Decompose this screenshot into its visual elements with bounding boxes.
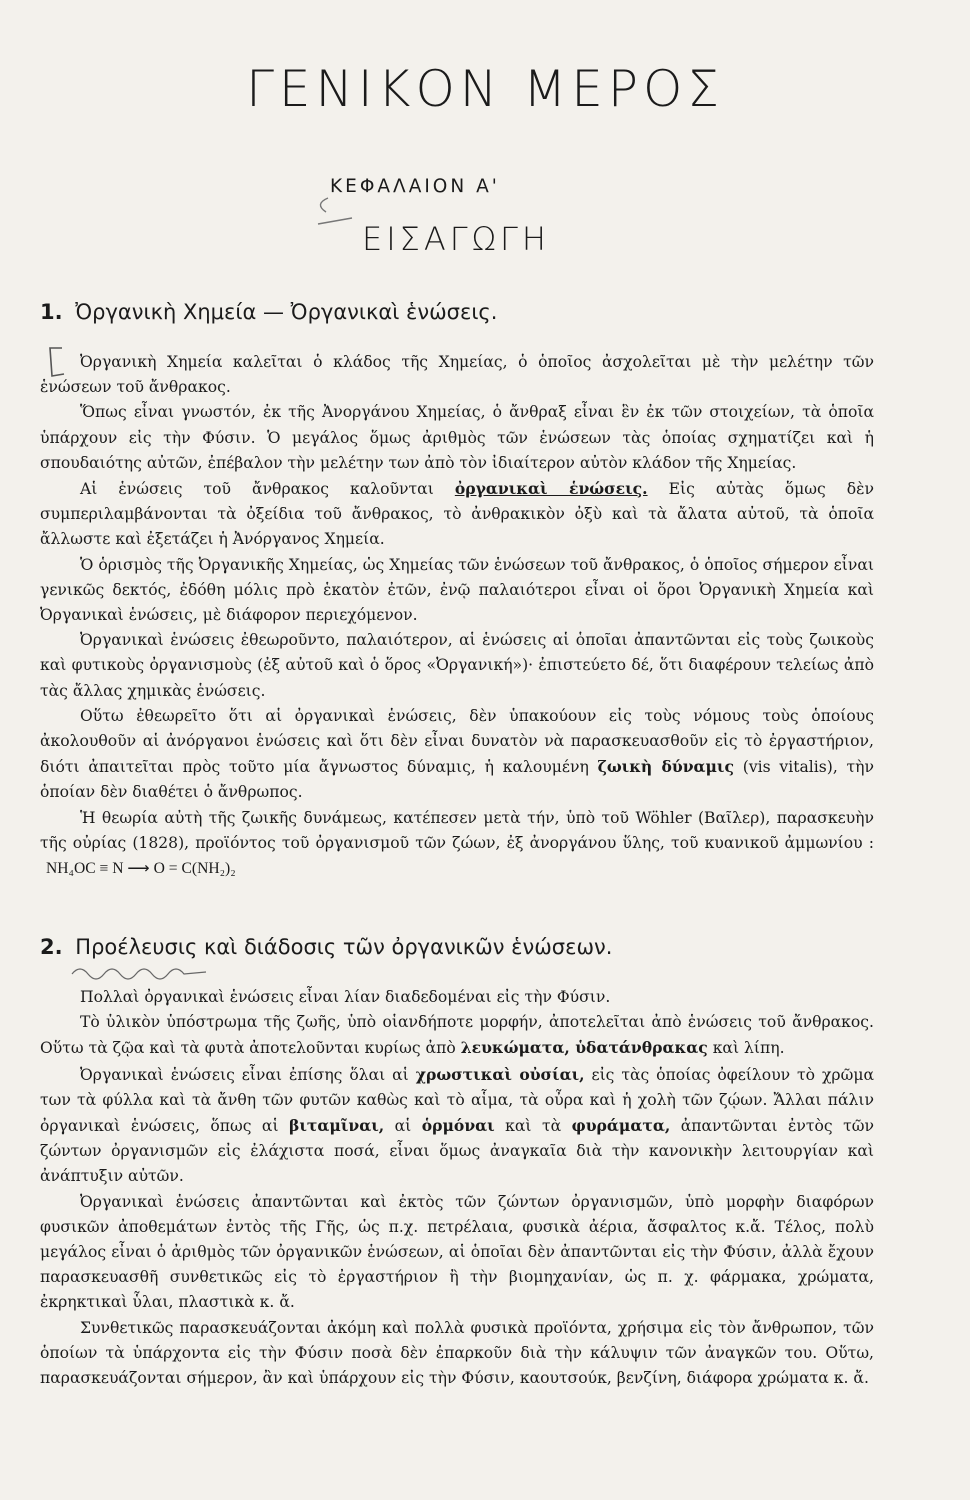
paragraph xyxy=(40,704,874,806)
paragraph: Ὅπως εἶναι γνωστόν, ἐκ τῆς Ἀνοργάνου Χημείας, ὁ ἄνθραξ εἶναι ἓν ἐκ τῶν στοιχείων, τὰ ὁποῖα ὑπάρχουν εἰς τὴν Φύσιν. Ὁ μεγάλος ὅμως ἀριθμὸς τῶν ἑνώσεων τὰς ὁποίας σχηματίζει καὶ ἡ σπουδαιότης αὐτῶν, ἐπέβαλον τὴν μελέτην των ἀπὸ τὸν ἰδιαίτερον αὐτὸν κλάδον τῆς Χημείας. xyxy=(40,403,874,472)
paragraph xyxy=(40,476,874,553)
text: Ὀργανικαὶ ἑνώσεις εἶναι ἐπίσης ὅλαι αἱ xyxy=(80,1065,409,1084)
section-1-number: 1. xyxy=(40,300,63,324)
paragraph: Πολλαὶ ὀργανικαὶ ἑνώσεις εἶναι λίαν διαδεδομέναι εἰς τὴν Φύσιν. xyxy=(80,988,611,1006)
text: Ἡ θεωρία αὐτὴ τῆς ζωικῆς δυνάμεως, κατέπεσεν μετὰ τήν, ὑπὸ τοῦ Wöhler (Βαῖλερ), παρασκευὴν τῆς οὐρίας (1828), προϊόντος τοῦ ὀργανισμοῦ τῶν ζώων, ἐξ ἀνοργάνου ὕλης, τοῦ κυανικοῦ ἀμμωνίου : xyxy=(40,808,874,852)
chapter-title: ΕΙΣΑΓΩΓΗ xyxy=(362,220,550,258)
paragraph: Συνθετικῶς παρασκευάζονται ἀκόμη καὶ πολλὰ φυσικὰ προϊόντα, χρήσιμα εἰς τὸν ἄνθρωπον, τῶν ὁποίων τὰ ὑπάρχοντα εἰς τὴν Φύσιν ποσὰ δὲν ἐπαρκοῦν διὰ τὴν κάλυψιν τῶν ἀναγκῶν του. Οὕτω, παρασκευάζονται σήμερον, ἂν καὶ ὑπάρχουν εἰς τὴν Φύσιν, καουτσούκ, βενζίνη, διάφορα χρώματα κ. ἄ. xyxy=(40,1318,874,1388)
paragraph xyxy=(40,1010,874,1061)
text: αἱ xyxy=(394,1117,412,1136)
section-2-number: 2. xyxy=(40,935,63,959)
text: ἀπαντῶνται ἐντὸς τῶν ζώντων ὀργανισμῶν εἰς ἐλάχιστα ποσά, εἶναι ὅμως ἀναγκαῖα διὰ τὴν κανονικὴν λειτουργίαν καὶ ἀνάπτυξιν αὐτῶν. xyxy=(40,1117,874,1186)
term: ὁρμόναι xyxy=(421,1116,495,1136)
section-1-body xyxy=(40,350,874,881)
text: Τὸ ὑλικὸν ὑπόστρωμα τῆς ζωῆς, ὑπὸ οἱανδήποτε μορφήν, ἀποτελεῖται ἀπὸ ἑνώσεις τοῦ ἄνθρακος. Οὕτω τὰ ζῷα καὶ τὰ φυτὰ ἀποτελοῦνται κυρίως ἀπὸ xyxy=(40,1013,874,1058)
text: καὶ τὰ xyxy=(505,1117,562,1136)
term-organic-compounds: ὀργανικαὶ ἑνώσεις. xyxy=(454,479,648,499)
text: Εἰς αὐτὰς ὅμως δὲν συμπεριλαμβάνονται τὰ ὀξείδια τοῦ ἄνθρακος, τὸ ἀνθρακικὸν ὀξὺ καὶ τὰ ἄλατα αὐτοῦ, τὰ ὁποῖα ἄλλωστε καὶ ἐξετάζει ἡ Ἀνόργανος Χημεία. xyxy=(40,480,874,549)
chemical-formula: NH₄OC ≡ N ⟶ O = C(NH₂)₂ xyxy=(46,860,236,878)
section-1-title: Ὀργανικὴ Χημεία — Ὀργανικαὶ ἑνώσεις. xyxy=(75,300,498,324)
term-vital-force: ζωικὴ δύναμις xyxy=(597,757,734,777)
part-title: ΓΕΝΙΚΟΝ ΜΕΡΟΣ xyxy=(246,60,724,118)
text: εἰς τὰς ὁποίας ὀφείλουν τὸ χρῶμα των τὰ φύλλα καὶ τὰ ἄνθη τῶν φυτῶν καθὼς καὶ τὸ αἷμα, τὰ οὖρα καὶ ἡ χολὴ τῶν ζῴων. Ἄλλαι πάλιν ὀργανικαὶ ἑνώσεις, ὅπως αἱ xyxy=(40,1065,874,1136)
pencil-mark-icon xyxy=(300,190,360,240)
handwritten-note-icon xyxy=(70,962,210,980)
term: βιταμῖναι, xyxy=(289,1116,385,1136)
section-2-heading xyxy=(40,935,612,959)
paragraph: Ὀργανικὴ Χημεία καλεῖται ὁ κλάδος τῆς Χημείας, ὁ ὁποῖος ἀσχολεῖται μὲ τὴν μελέτην τῶν ἑνώσεων τοῦ ἄνθρακος. xyxy=(40,353,874,397)
section-2-body xyxy=(40,985,874,1391)
paragraph xyxy=(40,806,874,882)
paragraph xyxy=(40,1062,874,1190)
term: λευκώματα, ὑδατάνθρακας xyxy=(460,1038,708,1058)
term: φυράματα, xyxy=(571,1116,671,1136)
text: καὶ λίπη. xyxy=(712,1039,785,1058)
section-2-title: Προέλευσις καὶ διάδοσις τῶν ὀργανικῶν ἑνώσεων. xyxy=(75,935,613,959)
section-1-heading xyxy=(40,300,497,324)
term: χρωστικαὶ οὐσίαι, xyxy=(415,1064,585,1084)
chapter-label: ΚΕΦΑΛΑΙΟΝ Α' xyxy=(330,176,500,197)
paragraph: Ὀργανικαὶ ἑνώσεις ἐθεωροῦντο, παλαιότερον, αἱ ἑνώσεις αἱ ὁποῖαι ἀπαντῶνται εἰς τοὺς ζωικοὺς καὶ φυτικοὺς ὀργανισμοὺς (ἐξ αὐτοῦ καὶ ὁ ὅρος «Ὀργανική»)· ἐπιστεύετο δέ, ὅτι διαφέρουν τελείως ἀπὸ τὰς ἄλλας χημικὰς ἑνώσεις. xyxy=(40,631,874,700)
text: Οὕτω ἐθεωρεῖτο ὅτι αἱ ὀργανικαὶ ἑνώσεις, δὲν ὑπακούουν εἰς τοὺς νόμους τοὺς ὁποίους ἀκολουθοῦν αἱ ἀνόργανοι ἑνώσεις καὶ ὅτι δὲν εἶναι δυνατὸν νὰ παρασκευασθοῦν εἰς τὸ ἐργαστήριον, διότι ἀπαιτεῖται πρὸς τοῦτο μία ἄγνωστος δύναμις, ἡ καλουμένη xyxy=(40,706,874,777)
paragraph: Ὀργανικαὶ ἑνώσεις ἀπαντῶνται καὶ ἐκτὸς τῶν ζώντων ὀργανισμῶν, ὑπὸ μορφὴν διαφόρων φυσικῶν ἀποθεμάτων ἐντὸς τῆς Γῆς, ὡς π.χ. πετρέλαια, φυσικὰ ἀέρια, ἄσφαλτος κ.ἄ. Τέλος, πολὺ μεγάλος εἶναι ὁ ἀριθμὸς τῶν ὀργανικῶν ἑνώσεων, αἱ ὁποῖαι δὲν ἀπαντῶνται εἰς τὴν Φύσιν, ἀλλὰ ἔχουν παρασκευασθῆ συνθετικῶς εἰς τὸ ἐργαστήριον ἢ τὴν βιομηχανίαν, ὡς π. χ. φάρμακα, χρώματα, ἐκρηκτικαὶ ὗλαι, πλαστικὰ κ. ἄ. xyxy=(40,1192,874,1312)
text: (vis vitalis), τὴν ὁποίαν δὲν διαθέτει ὁ ἄνθρωπος. xyxy=(40,758,874,802)
paragraph: Ὁ ὁρισμὸς τῆς Ὀργανικῆς Χημείας, ὡς Χημείας τῶν ἑνώσεων τοῦ ἄνθρακος, ὁ ὁποῖος σήμερον εἶναι γενικῶς δεκτός, ἐδόθη μόλις πρὸ ἑκατὸν ἐτῶν, ἐνῷ παλαιότεροι εἶναι οἱ ὅροι Ὀργανικὴ Χημεία καὶ Ὀργανικαὶ ἑνώσεις, μὲ διάφορον περιεχόμενον. xyxy=(40,555,874,625)
text: Αἱ ἑνώσεις τοῦ ἄνθρακος καλοῦνται xyxy=(80,480,434,499)
